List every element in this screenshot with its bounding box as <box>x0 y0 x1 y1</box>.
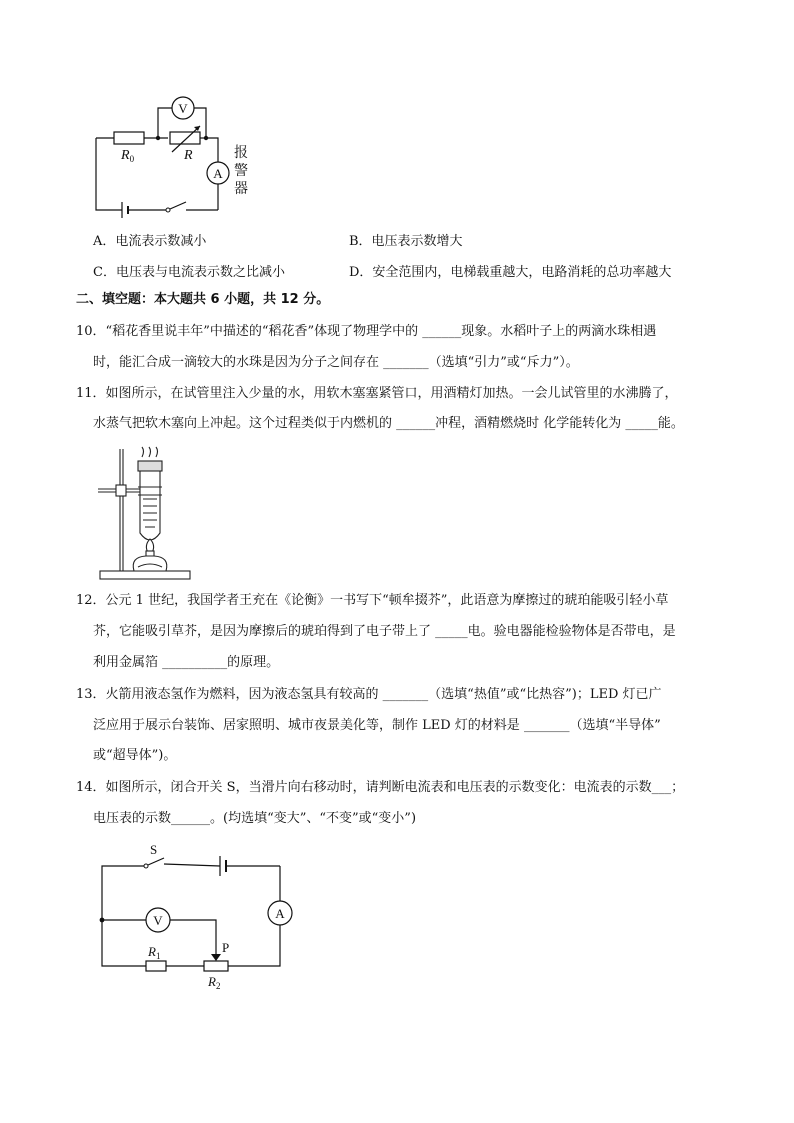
cork <box>138 461 162 471</box>
option-c: C．电压表与电流表示数之比减小 <box>93 265 285 280</box>
q13-line-3: 或“超导体”)。 <box>93 748 177 763</box>
r-label: R <box>184 148 193 163</box>
q11-line-1: 11．如图所示，在试管里注入少量的水，用软木塞塞紧管口，用酒精灯加热。一会儿试管里的水沸腾了， <box>76 386 678 401</box>
resistor-r0 <box>114 132 144 144</box>
q11-line-2: 水蒸气把软木塞向上冲起。这个过程类似于内燃机的 ______冲程，酒精燃烧时 化学能转化为 _____能。 <box>93 416 684 431</box>
q13-line-2: 泛应用于展示台装饰、居家照明、城市夜景美化等，制作 LED 灯的材料是 _______（选填“半导体” <box>93 718 661 733</box>
switch <box>170 202 186 209</box>
q10-line-2: 时，能汇合成一滴较大的水珠是因为分子之间存在 _______（选填“引力”或“斥力”）。 <box>93 355 579 370</box>
q14-line-2: 电压表的示数______。(均选填“变大”、“不变”或“变小”) <box>93 811 417 826</box>
q12-line-1: 12．公元 1 世纪，我国学者王充在《论衡》一书写下“顿牟掇芥”，此语意为摩擦过的琥珀能吸引轻小草 <box>76 593 669 608</box>
alarm-char-3: 器 <box>234 182 248 197</box>
stand-base <box>100 571 190 579</box>
slider-p <box>211 954 221 961</box>
voltmeter-label: V <box>153 913 163 928</box>
q13-line-1: 13．火箭用液态氢作为燃料，因为液态氢具有较高的 _______（选填“热值”或“比热容”)；LED 灯已广 <box>76 687 662 702</box>
voltmeter-label: V <box>178 101 188 116</box>
q10-line-1: 10．“稻花香里说丰年”中描述的“稻花香”体现了物理学中的 ______现象。水稻叶子上的两滴水珠相遇 <box>76 324 657 339</box>
ammeter-label: A <box>275 906 285 921</box>
r0-label: $R_0$ <box>121 148 135 164</box>
r2-label: $R_2$ <box>208 974 221 991</box>
option-b: B．电压表示数增大 <box>349 234 463 249</box>
option-a: A．电流表示数减小 <box>93 234 207 249</box>
q12-line-3: 利用金属箔 __________的原理。 <box>93 655 280 670</box>
q14-line-1: 14．如图所示，闭合开关 S，当滑片向右移动时，请判断电流表和电压表的示数变化：电流表的示数___； <box>76 780 685 795</box>
sliding-resistor-r2 <box>204 961 228 971</box>
resistor-r1 <box>146 961 166 971</box>
alarm-char-1: 报 <box>234 146 248 161</box>
circuit-diagram-slider <box>94 842 304 992</box>
section-title: 二、填空题：本大题共 6 小题，共 12 分。 <box>76 292 330 307</box>
option-d: D．安全范围内，电梯载重越大，电路消耗的总功率越大 <box>349 265 672 280</box>
circuit-diagram-alarm <box>88 95 268 220</box>
ammeter-label: A <box>213 166 223 181</box>
slider-label: P <box>222 940 230 955</box>
alarm-char-2: 警 <box>234 164 248 179</box>
test-tube <box>140 469 160 540</box>
switch-s <box>148 858 164 865</box>
r1-label: $R_1$ <box>148 944 161 961</box>
switch-label: S <box>150 842 158 857</box>
q12-line-2: 芥，它能吸引草芥，是因为摩擦后的琥珀得到了电子带上了 _____电。验电器能检验物体是否带电，是 <box>93 624 676 639</box>
variable-resistor-r <box>170 132 200 144</box>
test-tube-apparatus-figure <box>96 443 196 583</box>
